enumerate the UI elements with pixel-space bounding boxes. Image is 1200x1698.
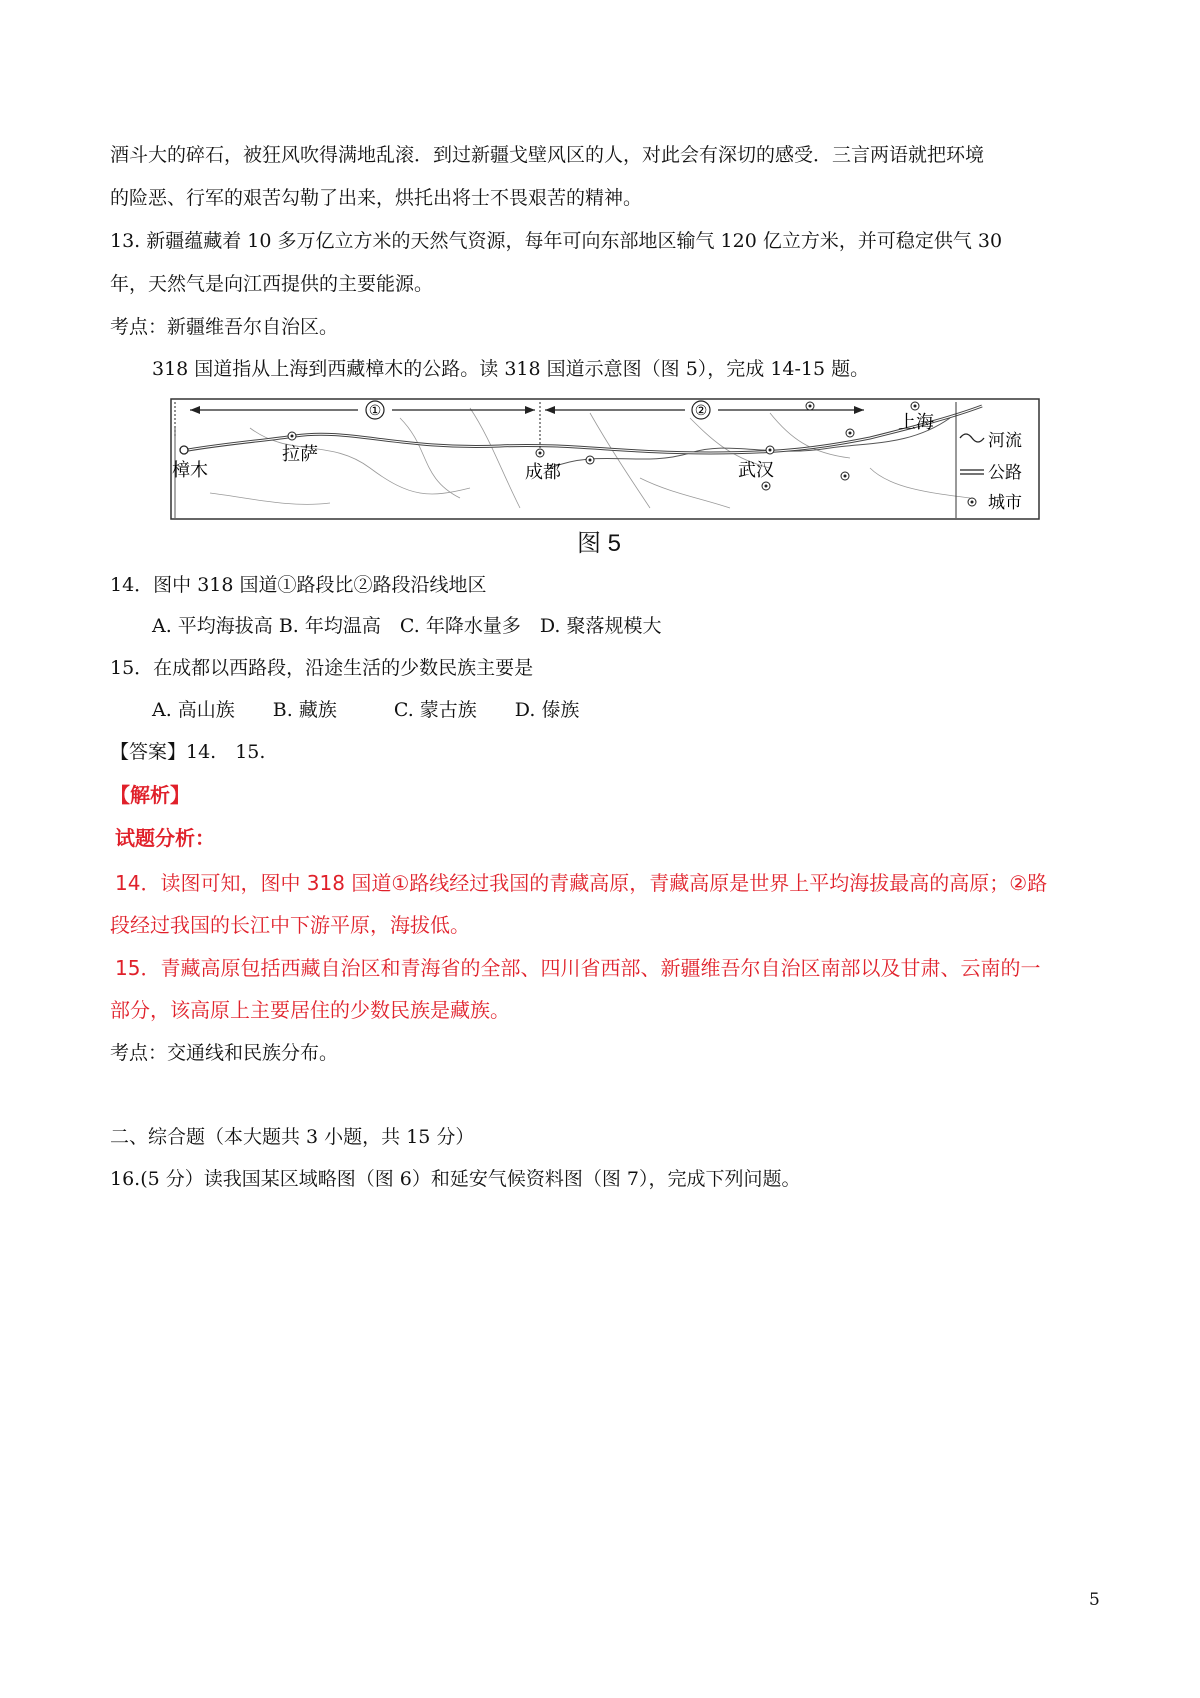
text-line: 年，天然气是向江西提供的主要能源。 [110,273,434,295]
question-intro: 318 国道指从上海到西藏樟木的公路。读 318 国道示意图（图 5），完成 14-15 题。 [152,358,870,380]
city-chengdu: 成都 [525,462,561,483]
analysis-line: 段经过我国的长江中下游平原，海拔低。 [110,913,470,937]
section-heading: 二、综合题（本大题共 3 小题，共 15 分） [110,1126,475,1148]
analysis-subtitle: 试题分析： [115,826,215,850]
figure-caption: 图 5 [577,530,622,557]
city-wuhan: 武汉 [738,460,774,481]
question-14: 14．图中 318 国道①路段比②路段沿线地区 [110,574,487,596]
analysis-line: 15．青藏高原包括西藏自治区和青海省的全部、四川省西部、新疆维吾尔自治区南部以及甘肃、云南的一 [115,956,1041,980]
keypoint: 考点：交通线和民族分布。 [110,1042,339,1064]
segment-1-label: ① [368,403,382,419]
legend-road: 公路 [988,463,1022,483]
city-zhangmu: 樟木 [172,460,208,481]
question-16: 16.(5 分）读我国某区域略图（图 6）和延安气候资料图（图 7），完成下列问题。 [110,1168,801,1190]
city-shanghai: 上海 [898,412,934,433]
legend-city: 城市 [988,493,1022,513]
city-lasa: 拉萨 [282,444,318,465]
text-line: 的险恶、行军的艰苦勾勒了出来，烘托出将士不畏艰苦的精神。 [110,187,643,209]
legend-river: 河流 [988,431,1022,451]
segment-2-label: ② [694,403,708,419]
options-14: A. 平均海拔高 B. 年均温高 C. 年降水量多 D. 聚落规模大 [152,615,662,637]
question-13: 13. 新疆蕴藏着 10 多万亿立方米的天然气资源，每年可向东部地区输气 120 亿立方米，并可稳定供气 30 [110,230,1003,252]
text-line: 酒斗大的碎石，被狂风吹得满地乱滚．到过新疆戈壁风区的人，对此会有深切的感受．三言两语就把环境 [110,144,985,166]
question-15: 15．在成都以西路段，沿途生活的少数民族主要是 [110,657,534,679]
page-number: 5 [1089,1590,1100,1610]
analysis-line: 14．读图可知，图中 318 国道①路线经过我国的青藏高原，青藏高原是世界上平均海拔最高的高原；②路 [115,871,1048,895]
options-15: A. 高山族 B. 藏族 C. 蒙古族 D. 傣族 [152,699,580,721]
keypoint: 考点：新疆维吾尔自治区。 [110,316,339,338]
analysis-line: 部分，该高原上主要居住的少数民族是藏族。 [110,998,510,1022]
answer: 【答案】14. 15. [110,741,266,763]
route-318-map [170,398,1040,520]
analysis-title: 【解析】 [110,783,190,807]
